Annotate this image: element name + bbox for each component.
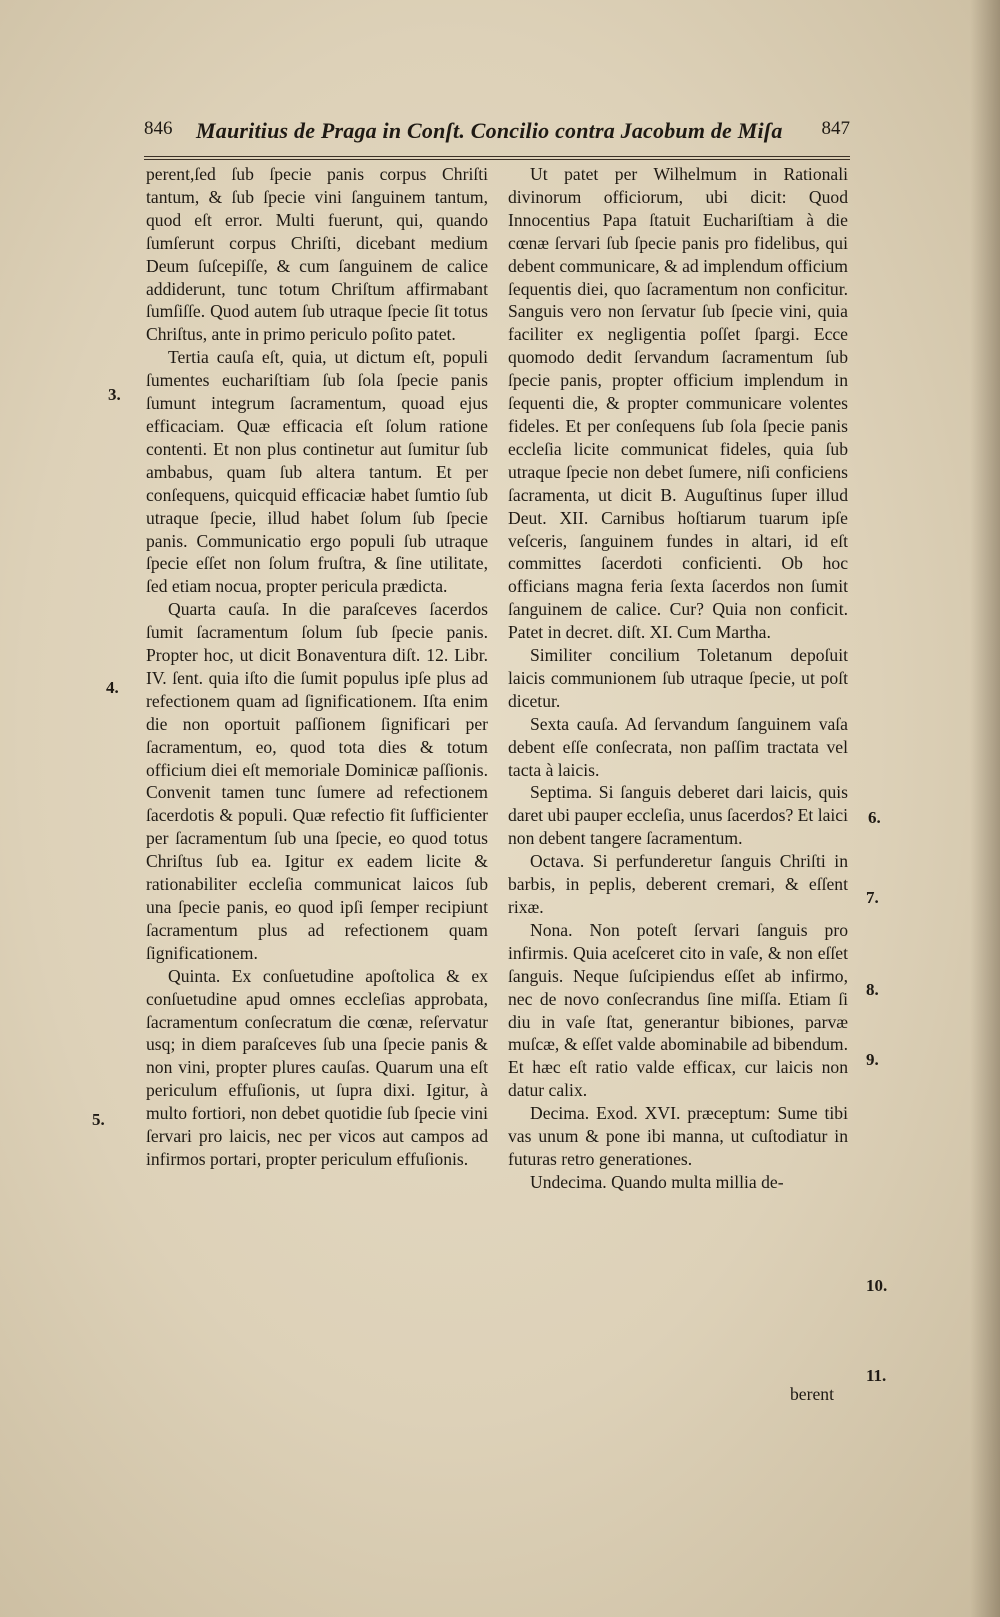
paragraph: Quinta. Ex conſuetudine apoſtolica & ex conſuetudine apud omnes eccleſias approbata, ſacramentum conſecratum die cœnæ, reſervatur usq; in diem paraſceves ſub una ſpecie panis & non vini, propter plures cauſas. Quarum una eſt periculum effuſionis, ut ſupra dixi. Igitur, à multo fortiori, non debet quotidie ſub ſpecie vini ſervari pro laicis, nec per vicos aut campos ad infirmos portari, propter periculum effuſionis. bbox=[146, 965, 488, 1169]
paragraph: Undecima. Quando multa millia de- bbox=[530, 1171, 784, 1192]
paragraph: Similiter concilium Toletanum depoſuit laicis communionem ſub utraque ſpecie, ut poſt dicetur. bbox=[508, 645, 848, 711]
paragraph: Sexta cauſa. Ad ſervandum ſanguinem vaſa debent eſſe conſecrata, non paſſim tractata vel tacta à laicis. bbox=[508, 713, 848, 780]
margin-number: 6. bbox=[868, 808, 881, 827]
margin-number: 4. bbox=[106, 678, 119, 697]
paragraph: Tertia cauſa eſt, quia, ut dictum eſt, populi ſumentes euchariſtiam ſub ſola ſpecie panis ſumunt integrum ſacramentum, quoad ejus efficaciam. Quæ efficacia eſt ſolum ratione contenti. Et non plus continetur aut ſumitur ſub ambabus, quam ſub altera tantum. Et per conſequens, quicquid efficaciæ habet ſumtio ſub utraque ſpecie, illud habet ſolum ſub ſpecie panis. Communicatio ergo populi ſub utraque ſpecie eſſet non ſolum fruſtra, & ſine utilitate, ſed etiam nocua, propter pericula prædicta. bbox=[146, 347, 488, 597]
header-rule bbox=[144, 156, 850, 160]
right-column bbox=[508, 163, 848, 1194]
running-title: Mauritius de Praga in Conſt. Concilio contra Jacobum de Miſa bbox=[196, 118, 783, 143]
margin-number: 7. bbox=[866, 888, 879, 907]
page-number-right: 847 bbox=[821, 118, 850, 139]
paragraph: Septima. Si ſanguis deberet dari laicis, quis daret ubi pauper eccleſia, unus ſacerdos? Et laici non debent tangere ſacramentum. bbox=[508, 782, 848, 849]
margin-number: 8. bbox=[866, 980, 879, 999]
paragraph: Quarta cauſa. In die paraſceves ſacerdos ſumit ſacramentum ſolum ſub ſpecie panis. Propter hoc, ut dicit Bonaventura diſt. 12. Libr. IV. ſent. quia iſto die ſumit populus ipſe plus ad refectionem quam ad ſignificationem. Iſta enim die non oportuit paſſionem ſignificari per ſacramentum, eo, quod tota dies & totum officium diei eſt memoriale Dominicæ paſſionis. Convenit tamen tunc ſumere ad refectionem ſacerdotis & populi. Quæ refectio fit ſufficienter per ſacramentum ſub una ſpecie, eo quod totus Chriſtus ſub ea. Igitur ex eadem licite & rationabiliter eccleſia communicat laicos ſub una ſpecie panis, eo quod ipſi ſemper recipiunt ſacramentum plus ad refectionem quam ſignificationem. bbox=[146, 599, 488, 963]
paragraph: Decima. Exod. XVI. præceptum: Sume tibi vas unum & pone ibi manna, ut cuſtodiatur in futuras retro generationes. bbox=[508, 1103, 848, 1169]
margin-number: 10. bbox=[866, 1276, 888, 1295]
margin-number: 5. bbox=[92, 1110, 105, 1129]
paragraph: Ut patet per Wilhelmum in Rationali divinorum officiorum, ubi dicit: Quod Innocentius Papa ſtatuit Euchariſtiam à die cœnæ ſervari ſub ſpecie panis pro fidelibus, qui debent communicare, & ad implendum officium ſequentis diei, quo ſacramentum non conficitur. Sanguis vero non ſervatur ſub ſpecie vini, quia faciliter ex negligentia poſſet ſpargi. Ecce quomodo dedit ſervandum ſacramentum ſub ſpecie panis, propter officium implendum in ſequenti die, & propter communicare volentes fideles. Et per conſequens ſub ſola ſpecie panis eccleſia licite communicat fideles, quia ſub utraque ſpecie non debet ſumere, niſi conficiens ſacramenta, ut dicit B. Auguſtinus ſuper illud Deut. XII. Carnibus hoſtiarum tuarum ipſe veſceris, ſanguinem fundes in altari, id eſt committes ſacerdoti conficienti. Ob hoc officians magna feria ſexta ſacerdos non ſumit ſanguinem de calice. Cur? Quia non conficit. Patet in decret. diſt. XI. Cum Martha. bbox=[508, 164, 848, 643]
margin-number: 3. bbox=[108, 385, 121, 404]
page-edge-shadow bbox=[970, 0, 1000, 1617]
catchword: berent bbox=[790, 1384, 834, 1404]
margin-number: 9. bbox=[866, 1050, 879, 1069]
paragraph: Nona. Non poteſt ſervari ſanguis pro infirmis. Quia aceſceret cito in vaſe, & non eſſet ſanguis. Neque ſuſcipiendus eſſet ab infirmo, nec de novo conſecrandus ſine miſſa. Etiam ſi diu in vaſe ſtat, generantur bibiones, parvæ muſcæ, & eſſet valde abominabile ad bibendum. Et hæc eſt ratio valde efficax, cur laicis non datur calix. bbox=[508, 919, 848, 1101]
left-column bbox=[146, 163, 488, 1171]
margin-number: 11. bbox=[866, 1366, 887, 1385]
paragraph: perent,ſed ſub ſpecie panis corpus Chriſti tantum, & ſub ſpecie vini ſanguinem tantum, quod eſt error. Multi fuerunt, qui, quando ſumſerunt corpus Chriſti, dicebant medium Deum ſuſcepiſſe, & cum ſanguinem de calice addiderunt, tunc totum Chriſtum affirmabant ſumſiſſe. Quod autem ſub utraque ſpecie ſit totus Chriſtus, ante in primo periculo poſito patet. bbox=[146, 164, 488, 345]
page-number-left: 846 bbox=[144, 118, 173, 139]
page-header bbox=[144, 118, 850, 158]
paragraph: Octava. Si perfunderetur ſanguis Chriſti in barbis, in peplis, deberent cremari, & eſſent rixæ. bbox=[508, 851, 848, 917]
